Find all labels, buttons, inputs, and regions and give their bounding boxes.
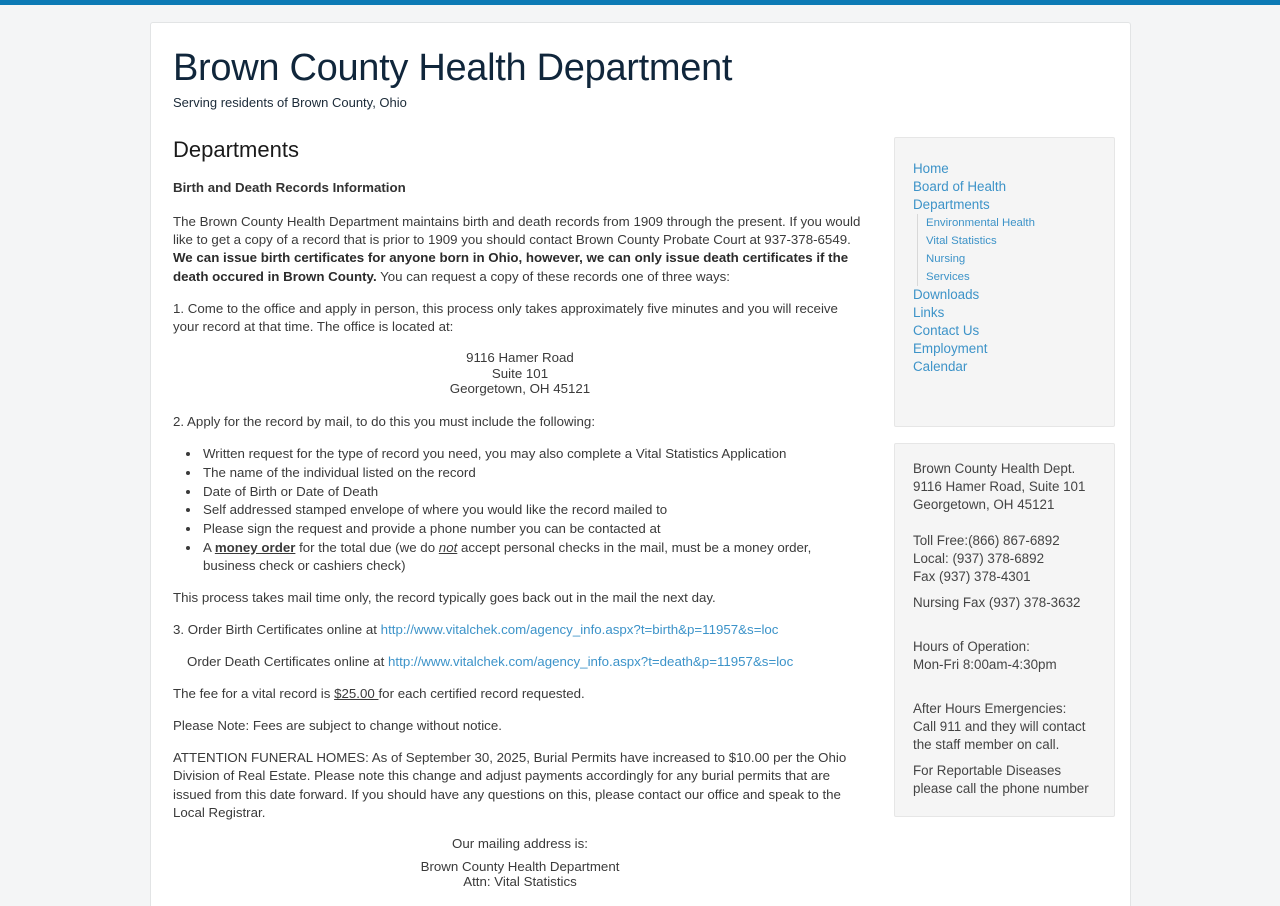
contact-toll-free: Toll Free:(866) 867-6892 [913,533,1060,548]
mailing-address-line-2: Attn: Vital Statistics [463,874,577,890]
contact-local-phone: Local: (937) 378-6892 [913,551,1045,566]
funeral-homes-notice: ATTENTION FUNERAL HOMES: As of September 30, 2025, Burial Permits have increased to $10.00 per the Ohio Division of Real Estate. Please note this change and adjust payments accordingly for any burial permits that are issued from this date forward. If you should have any questions on this, please contact our office and speak to the Local Registrar. [173,750,847,820]
sidebar-item-links[interactable]: Links [913,305,945,320]
after-hours-line-2: the staff member on call. [913,737,1060,752]
intro-part-2: You can request a copy of these records one of three ways: [376,268,730,284]
spacer [913,754,1096,762]
spacer [913,630,1096,638]
spacer [913,514,1096,532]
money-order-not-emphasis: not [438,539,458,555]
mail-time-note: This process takes mail time only, the record typically goes back out in the mail the next day. [173,590,716,606]
accent-top-bar [0,0,1280,5]
sidebar-item-downloads[interactable]: Downloads [913,287,980,302]
page-title: Brown County Health Department [173,47,733,89]
sidebar-item-employment[interactable]: Employment [913,341,988,356]
contact-fax: Fax (937) 378-4301 [913,569,1031,584]
mailing-address-line-1: Brown County Health Department [420,858,620,874]
money-order-prefix: A [203,539,215,555]
contact-dept-name: Brown County Health Dept. [913,461,1076,476]
fee-note: Please Note: Fees are subject to change without notice. [173,717,502,733]
spacer [913,692,1096,700]
hours-label: Hours of Operation: [913,639,1030,654]
step-3-death-paragraph [173,653,867,671]
sidebar-item-environmental-health[interactable]: Environmental Health [926,217,1035,229]
intro-paragraph [173,213,867,286]
section-title: Departments [173,137,299,162]
contact-nursing-fax: Nursing Fax (937) 378-3632 [913,595,1081,610]
step-1-paragraph: 1. Come to the office and apply in person, this process only takes approximately five minutes and you will receive your record at that time. The office is located at: [173,300,838,335]
hours-value: Mon-Fri 8:00am-4:30pm [913,657,1057,672]
office-address-line-1: 9116 Hamer Road [466,350,574,366]
step-2-paragraph: 2. Apply for the record by mail, to do this you must include the following: [173,414,596,429]
office-address-line-3: Georgetown, OH 45121 [449,381,591,397]
fee-paragraph [173,685,867,703]
step-3-birth-paragraph [173,621,867,639]
step-3-birth-prefix: 3. Order Birth Certificates online at [173,622,381,638]
spacer [913,674,1096,692]
intro-bold: We can issue birth certificates for anyone born in Ohio, however, we can only issue death certificates if the death occured in Brown County. [173,250,849,284]
fee-prefix: The fee for a vital record is [173,685,335,701]
mailing-address-intro: Our mailing address is: [452,835,588,851]
office-address-block [173,350,867,397]
mailing-address-block [173,836,867,890]
spacer [913,612,1096,630]
requirements-list [173,445,867,575]
money-order-mid: for the total due (we do [295,539,439,555]
page-container [150,22,1131,906]
step-3-death-prefix: Order Death Certificates online at [187,653,389,669]
list-item: • Date of Birth or Date of Death [201,483,867,501]
list-item: • Written request for the type of record you need, you may also complete a Vital Statistics Application [201,445,867,463]
list-item-money-order [201,539,867,575]
spacer [913,586,1096,594]
sidebar-item-calendar[interactable]: Calendar [913,359,968,374]
content-subheading: Birth and Death Records Information [173,180,406,195]
sidebar-item-vital-statistics[interactable]: Vital Statistics [926,235,997,247]
fee-suffix: for each certified record requested. [378,685,585,701]
office-address-line-2: Suite 101 [491,365,549,381]
sidebar-item-home[interactable]: Home [913,161,949,176]
main-content [173,137,879,906]
sidebar-contact-box [894,443,1115,817]
intro-part-1: The Brown County Health Department maintains birth and death records from 1909 through the present. If you would like to get a copy of a record that is prior to 1909 you should contact Brown County Probate Court at 937-378-6549. [173,214,861,248]
reportable-diseases-line-1: For Reportable Diseases [913,763,1062,778]
sidebar-nav-box [894,137,1115,427]
sidebar-subnav [917,214,1096,286]
contact-city: Georgetown, OH 45121 [913,497,1055,512]
list-item: • The name of the individual listed on the record [201,464,867,482]
sidebar-item-services[interactable]: Services [926,271,970,283]
sidebar [894,137,1115,833]
birth-certificate-link[interactable]: http://www.vitalchek.com/agency_info.aspx?t=birth&p=11957&s=loc [380,622,779,638]
sidebar-item-contact-us[interactable]: Contact Us [913,323,980,338]
after-hours-line-1: Call 911 and they will contact [913,719,1086,734]
fee-amount: $25.00 [334,685,379,701]
sidebar-item-departments[interactable]: Departments [913,197,990,212]
death-certificate-link[interactable]: http://www.vitalchek.com/agency_info.aspx?t=death&p=11957&s=loc [388,653,794,669]
list-item: • Self addressed stamped envelope of where you would like the record mailed to [201,501,867,519]
site-tagline: Serving residents of Brown County, Ohio [173,95,407,110]
sidebar-item-nursing[interactable]: Nursing [926,253,966,265]
list-item: • Please sign the request and provide a phone number you can be contacted at [201,520,867,538]
money-order-emphasis: money order [214,539,296,555]
reportable-diseases-line-2: please call the phone number [913,781,1089,796]
site-header [173,45,1108,111]
contact-street: 9116 Hamer Road, Suite 101 [913,479,1086,494]
content-columns [173,137,1108,906]
money-order-suffix: accept personal checks in the mail, must be a money order, business check or cashiers check) [203,539,812,573]
after-hours-label: After Hours Emergencies: [913,701,1067,716]
sidebar-item-board-of-health[interactable]: Board of Health [913,179,1007,194]
